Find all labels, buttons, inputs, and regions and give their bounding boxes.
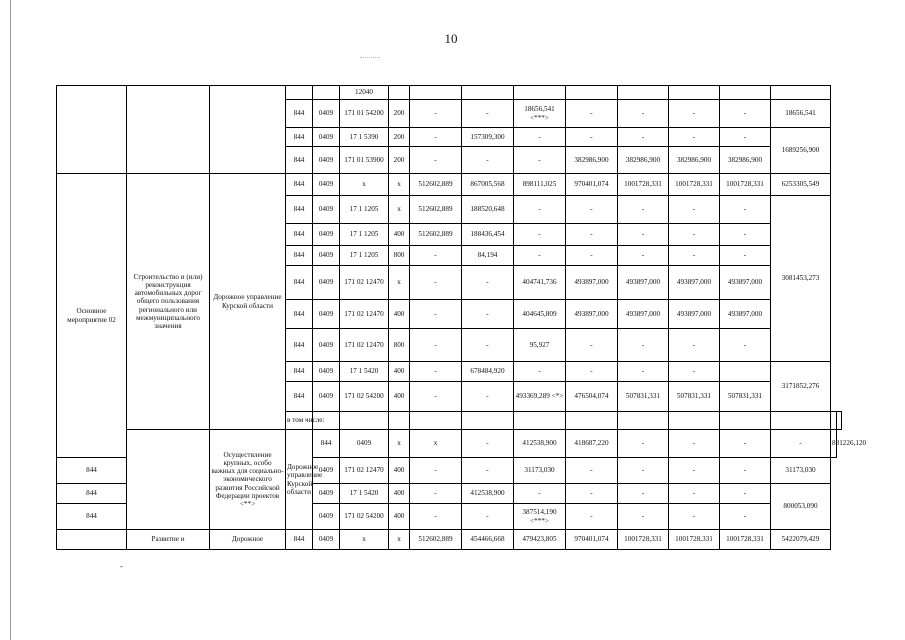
table-cell: - <box>720 196 771 224</box>
table-cell <box>410 86 462 100</box>
table-cell: 5422079,429 <box>771 530 831 550</box>
table-cell: - <box>618 484 669 504</box>
table-cell: 200 <box>389 100 410 128</box>
table-cell: - <box>669 246 720 266</box>
table-row <box>57 530 842 550</box>
table-cell: 1001728,331 <box>669 174 720 196</box>
table-cell: 507831,331 <box>669 382 720 412</box>
table-cell: 454466,668 <box>462 530 514 550</box>
table-cell: - <box>566 224 618 246</box>
table-cell: 507831,331 <box>720 382 771 412</box>
table-cell: 0409 <box>313 362 340 382</box>
table-cell <box>410 412 462 430</box>
table-cell: - <box>462 147 514 174</box>
page-left-edge <box>10 0 11 640</box>
table-cell: - <box>618 100 669 128</box>
table-cell: 800053,090 <box>771 484 831 530</box>
table-cell: x <box>340 174 389 196</box>
table-cell <box>313 86 340 100</box>
table-cell: - <box>618 246 669 266</box>
table-cell: - <box>669 196 720 224</box>
table-cell: 0409 <box>313 484 340 504</box>
table-cell: - <box>566 196 618 224</box>
table-cell: - <box>462 300 514 329</box>
table-cell: 844 <box>286 128 313 147</box>
executor-cell: Дорожное <box>210 530 286 550</box>
table-cell: 400 <box>389 362 410 382</box>
table-cell: 844 <box>313 430 340 458</box>
table-cell: - <box>566 246 618 266</box>
table-cell: 400 <box>389 484 410 504</box>
table-cell: - <box>618 128 669 147</box>
table-cell: 493897,000 <box>618 266 669 300</box>
page-number: 10 <box>444 31 458 46</box>
table-cell: - <box>462 504 514 530</box>
table-cell: 0409 <box>313 100 340 128</box>
table-cell: 171 02 12470 <box>340 458 389 484</box>
row-label-cell <box>57 530 127 550</box>
table-cell <box>566 86 618 100</box>
table-cell: 844 <box>286 246 313 266</box>
table-cell: - <box>462 266 514 300</box>
table-cell: 479423,805 <box>514 530 566 550</box>
table-cell: 188436,454 <box>462 224 514 246</box>
table-cell: - <box>410 329 462 362</box>
table-cell: 400 <box>389 458 410 484</box>
table-cell: 18656,541 <***> <box>514 100 566 128</box>
table-cell: - <box>669 128 720 147</box>
table-cell: 0409 <box>313 504 340 530</box>
table-cell: 31173,030 <box>514 458 566 484</box>
budget-table <box>56 85 867 550</box>
table-cell: 418687,220 <box>566 430 618 458</box>
table-cell: 12040 <box>340 86 389 100</box>
name-cell: Строительство и (или) реконструкция автомобильных дорог общего пользования регионального или межмуниципального значения <box>127 174 210 430</box>
table-cell: 0409 <box>313 147 340 174</box>
table-cell: 200 <box>389 128 410 147</box>
table-cell: 1001728,331 <box>720 530 771 550</box>
table-cell: 400 <box>389 224 410 246</box>
table-cell: 844 <box>57 484 127 504</box>
table-cell: - <box>410 382 462 412</box>
table-cell: 493369,289 <*> <box>514 382 566 412</box>
table-cell: - <box>618 329 669 362</box>
row-label-cell: Основное мероприятие 02 <box>57 174 127 458</box>
table-cell: - <box>514 484 566 504</box>
table-cell: - <box>410 128 462 147</box>
table-cell: - <box>410 246 462 266</box>
table-cell <box>514 86 566 100</box>
table-cell: - <box>720 128 771 147</box>
table-cell: - <box>618 196 669 224</box>
table-cell: 831226,120 <box>831 430 837 458</box>
table-cell: 382986,900 <box>669 147 720 174</box>
table-cell: 844 <box>286 362 313 382</box>
table-cell <box>720 362 771 382</box>
table-cell: 31173,030 <box>771 458 831 484</box>
table-cell: - <box>669 362 720 382</box>
executor-cell: Дорожное управление Курской области <box>286 430 313 530</box>
table-cell: - <box>720 100 771 128</box>
table-cell: - <box>566 458 618 484</box>
table-cell: 844 <box>286 196 313 224</box>
table-cell: - <box>720 329 771 362</box>
table-cell: - <box>720 246 771 266</box>
table-cell: - <box>462 430 514 458</box>
bottom-mark: - <box>120 562 123 571</box>
table-cell: - <box>618 224 669 246</box>
table-cell: 171 01 54200 <box>340 100 389 128</box>
table-cell <box>462 86 514 100</box>
table-cell: - <box>462 458 514 484</box>
table-cell: 844 <box>286 174 313 196</box>
table-cell: 382986,900 <box>566 147 618 174</box>
table-cell: - <box>514 224 566 246</box>
table-cell: 0409 <box>313 329 340 362</box>
table-cell: 17 1 5420 <box>340 362 389 382</box>
table-cell: 1001728,331 <box>669 530 720 550</box>
table-cell: 18656,541 <box>771 100 831 128</box>
table-cell: 493897,000 <box>669 300 720 329</box>
table-row <box>57 174 842 196</box>
table-cell: 171 01 53900 <box>340 147 389 174</box>
table-cell: 3081453,273 <box>771 196 831 362</box>
table-cell: x <box>389 196 410 224</box>
table-cell: x <box>410 430 462 458</box>
table-cell: 867005,568 <box>462 174 514 196</box>
table-cell <box>286 86 313 100</box>
table-cell: 970401,074 <box>566 530 618 550</box>
table-cell: - <box>462 100 514 128</box>
table-cell: - <box>514 147 566 174</box>
table-cell: x <box>389 530 410 550</box>
table-cell: 200 <box>389 147 410 174</box>
table-cell: 1689256,900 <box>771 128 831 174</box>
table-cell: - <box>771 430 831 458</box>
table-cell: - <box>410 458 462 484</box>
table-body <box>57 86 867 550</box>
table-cell: - <box>720 504 771 530</box>
executor-cell <box>210 86 286 174</box>
table-cell: x <box>389 174 410 196</box>
table-cell: 898111,025 <box>514 174 566 196</box>
table-cell: 844 <box>57 458 127 484</box>
table-cell: 3171852,276 <box>771 362 831 412</box>
table-cell: - <box>720 430 771 458</box>
table-cell: - <box>566 484 618 504</box>
table-cell: 844 <box>286 530 313 550</box>
table-cell <box>389 86 410 100</box>
table-cell: 678484,920 <box>462 362 514 382</box>
scan-mark <box>360 57 380 59</box>
table-cell: 171 02 12470 <box>340 300 389 329</box>
name-cell: Развитие и <box>127 530 210 550</box>
table-cell <box>771 86 831 100</box>
table-cell: 0409 <box>313 174 340 196</box>
table-cell: - <box>410 147 462 174</box>
table-cell: 1001728,331 <box>618 530 669 550</box>
table-cell: - <box>514 362 566 382</box>
table-cell: 800 <box>389 329 410 362</box>
table-cell: 400 <box>389 300 410 329</box>
table-cell: 171 02 54200 <box>340 382 389 412</box>
table-cell: 17 1 1205 <box>340 224 389 246</box>
table-cell: 0409 <box>313 458 340 484</box>
table-cell <box>389 412 410 430</box>
table-cell: x <box>389 430 410 458</box>
table-cell: 507831,331 <box>618 382 669 412</box>
table-cell: - <box>410 300 462 329</box>
name-cell: в том числе: <box>286 412 313 430</box>
table-cell: - <box>410 504 462 530</box>
table-cell: 512602,889 <box>410 530 462 550</box>
table-cell: 844 <box>286 224 313 246</box>
table-cell: - <box>566 362 618 382</box>
table-cell: x <box>389 266 410 300</box>
table-cell: - <box>669 224 720 246</box>
table-cell: 493897,000 <box>720 266 771 300</box>
table-cell: 493897,000 <box>669 266 720 300</box>
table-cell <box>618 412 669 430</box>
table-cell: 412538,900 <box>514 430 566 458</box>
table-cell: 512602,889 <box>410 174 462 196</box>
table-cell: 800 <box>389 246 410 266</box>
table-cell: - <box>410 266 462 300</box>
table-cell <box>566 412 618 430</box>
table-cell: - <box>669 458 720 484</box>
table-cell: 171 02 54200 <box>340 504 389 530</box>
row-label-cell <box>127 430 210 530</box>
table-cell: - <box>669 484 720 504</box>
table-cell: 476504,074 <box>566 382 618 412</box>
name-cell: Осуществление крупных, особо важных для социально-экономического развития Российской Федерации проектов <**> <box>210 430 286 530</box>
table-cell <box>836 412 842 430</box>
table-cell: 171 02 12470 <box>340 266 389 300</box>
table-cell: - <box>618 362 669 382</box>
table-cell: - <box>720 458 771 484</box>
table-cell: - <box>410 100 462 128</box>
table-cell: - <box>514 246 566 266</box>
table-cell: - <box>462 329 514 362</box>
table-cell: 0409 <box>313 246 340 266</box>
table-cell: 171 02 12470 <box>340 329 389 362</box>
table-cell: - <box>669 329 720 362</box>
table-cell: 493897,000 <box>566 266 618 300</box>
table-cell: 404741,736 <box>514 266 566 300</box>
table-cell: - <box>566 329 618 362</box>
row-label-cell <box>57 86 127 174</box>
table-cell: - <box>566 100 618 128</box>
table-cell: - <box>566 504 618 530</box>
table-cell: 17 1 1205 <box>340 246 389 266</box>
table-cell: 0409 <box>313 196 340 224</box>
table-cell: - <box>618 458 669 484</box>
table-cell: 17 1 5390 <box>340 128 389 147</box>
table-cell: - <box>669 100 720 128</box>
table-row <box>57 86 842 100</box>
name-cell <box>127 86 210 174</box>
table-cell: - <box>514 196 566 224</box>
table-cell: 493897,000 <box>618 300 669 329</box>
table-cell: 844 <box>286 300 313 329</box>
table-cell: x <box>340 530 389 550</box>
table-cell: - <box>720 224 771 246</box>
table-cell: 844 <box>286 266 313 300</box>
table-cell: 0409 <box>340 430 389 458</box>
table-cell: 387514,190 <***> <box>514 504 566 530</box>
table-cell <box>669 412 720 430</box>
table-cell: 382986,900 <box>618 147 669 174</box>
table-cell: - <box>720 484 771 504</box>
table-cell: 493897,000 <box>720 300 771 329</box>
table-cell: - <box>410 362 462 382</box>
table-cell <box>720 86 771 100</box>
table-cell: 512602,889 <box>410 224 462 246</box>
table-cell: 0409 <box>313 266 340 300</box>
table-cell: 6253305,549 <box>771 174 831 196</box>
table-cell: 844 <box>57 504 127 530</box>
table-cell: 0409 <box>313 382 340 412</box>
table-cell: 400 <box>389 382 410 412</box>
table-cell: - <box>514 128 566 147</box>
table-cell: 382986,900 <box>720 147 771 174</box>
table-cell: - <box>669 504 720 530</box>
executor-cell: Дорожное управление Курской области <box>210 174 286 430</box>
table-cell: 1001728,331 <box>720 174 771 196</box>
table-cell: 400 <box>389 504 410 530</box>
table-cell: 970401,074 <box>566 174 618 196</box>
table-cell <box>514 412 566 430</box>
table-cell <box>462 412 514 430</box>
table-cell: 188520,648 <box>462 196 514 224</box>
table-cell <box>771 412 831 430</box>
table-row <box>57 430 842 458</box>
table-cell: 1001728,331 <box>618 174 669 196</box>
table-cell: 844 <box>286 382 313 412</box>
table-cell: - <box>410 484 462 504</box>
table-cell: - <box>462 382 514 412</box>
table-cell: 493897,000 <box>566 300 618 329</box>
table-cell: 84,194 <box>462 246 514 266</box>
table-cell: 0409 <box>313 224 340 246</box>
table-cell: 844 <box>286 329 313 362</box>
table-cell: 17 1 1205 <box>340 196 389 224</box>
table-cell <box>618 86 669 100</box>
table-cell: 95,927 <box>514 329 566 362</box>
table-cell: 844 <box>286 147 313 174</box>
table-cell: 0409 <box>313 128 340 147</box>
table-cell: 17 1 5420 <box>340 484 389 504</box>
table-cell: 844 <box>286 100 313 128</box>
table-cell: 0409 <box>313 530 340 550</box>
table-cell: - <box>618 430 669 458</box>
table-cell <box>669 86 720 100</box>
table-cell <box>720 412 771 430</box>
table-cell: - <box>618 504 669 530</box>
table-cell: 412538,900 <box>462 484 514 504</box>
table-cell: 157309,300 <box>462 128 514 147</box>
table-cell: 404645,809 <box>514 300 566 329</box>
table-cell: - <box>566 128 618 147</box>
table-cell: - <box>669 430 720 458</box>
table-cell <box>340 412 389 430</box>
table-cell: 0409 <box>313 300 340 329</box>
table-cell: 512602,889 <box>410 196 462 224</box>
